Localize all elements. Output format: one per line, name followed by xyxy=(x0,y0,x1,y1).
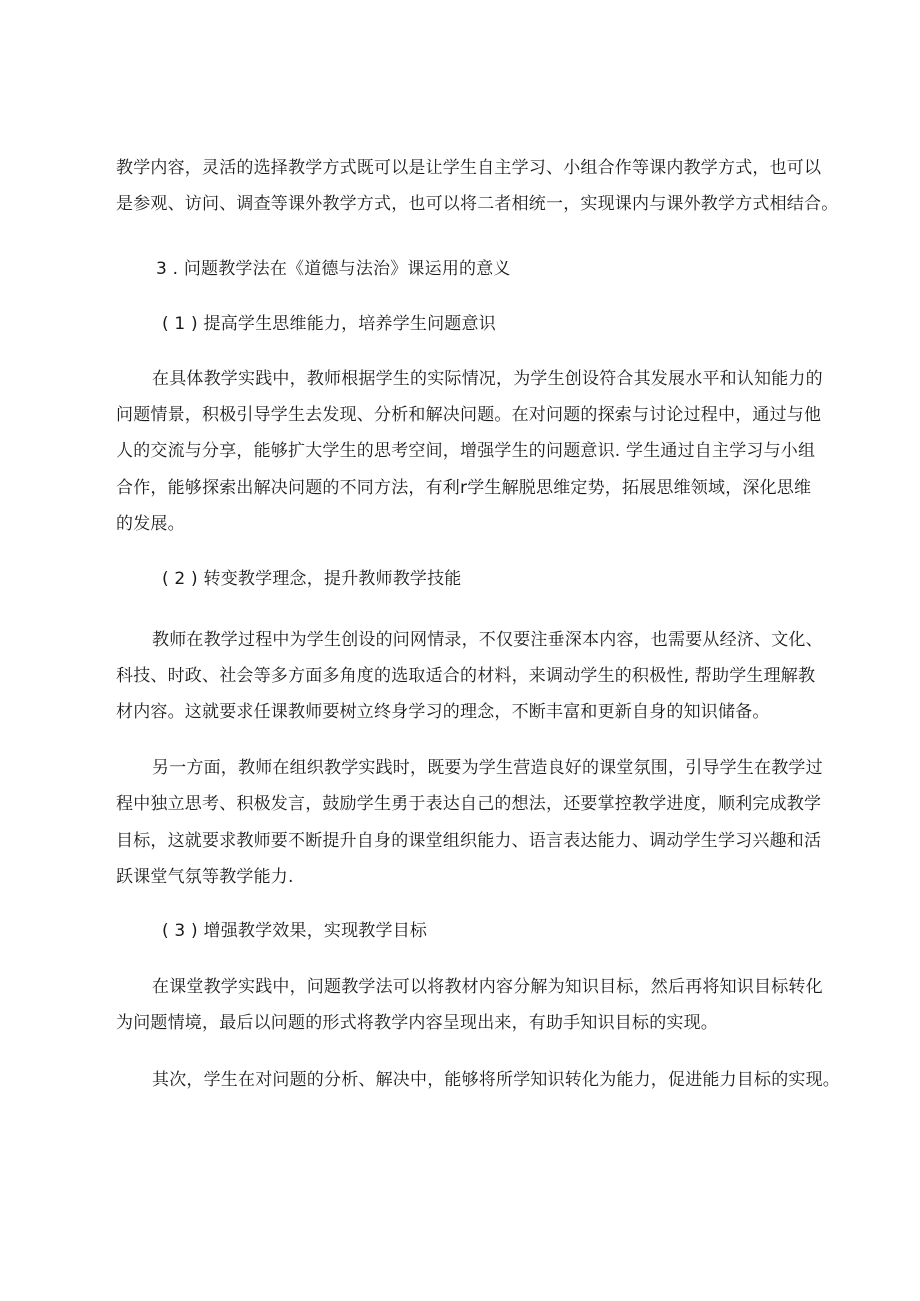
sub2-p1-line-2: 科技、时政、社会等多方面多角度的选取适合的材料，来调动学生的积极性, 帮助学生理解教 xyxy=(116,666,816,686)
sub1-line-5: 的发展。 xyxy=(116,514,185,534)
sub2-p2-line-4: 跃课堂气氛等教学能力. xyxy=(116,867,294,887)
sub3-p2-line-1: 其次，学生在对问题的分析、解决中，能够将所学知识转化为能力，促进能力目标的实现。 xyxy=(152,1070,840,1090)
sub2-p2-line-3: 目标，这就要求教师要不断提升自身的课堂组织能力、语言表达能力、调动学生学习兴趣和活 xyxy=(116,831,822,851)
sub2-p2-line-1: 另一方面，教师在组织教学实践时，既要为学生营造良好的课堂氛围，引导学生在教学过 xyxy=(152,758,823,778)
sub1-line-3: 人的交流与分享，能够扩大学生的思考空间，增强学生的问题意识. 学生通过自主学习与小组 xyxy=(116,441,816,461)
subsection-1-heading: ( 1 ) 提高学生思维能力，培养学生问题意识 xyxy=(162,314,496,334)
section-heading: 3 . 问题教学法在《道德与法治》课运用的意义 xyxy=(156,259,511,279)
sub2-p1-line-1: 教师在教学过程中为学生创设的问网情录，不仅要注垂深本内容，也需要从经济、文化、 xyxy=(152,630,823,650)
sub2-p2-line-2: 程中独立思考、积极发言，鼓励学生勇于表达自己的想法，还要掌控教学进度，顺利完成教学 xyxy=(116,794,822,814)
intro-line-2: 是参观、访问、调查等课外教学方式，也可以将二者相统一，实现课内与课外教学方式相结合。 xyxy=(116,194,839,214)
sub1-line-2: 问题情景，积极引导学生去发现、分析和解决问题。在对问题的探索与讨论过程中，通过与他 xyxy=(116,405,822,425)
subsection-3-heading: ( 3 ) 增强教学效果，实现教学目标 xyxy=(162,921,428,941)
sub1-line-4: 合作，能够探索出解决问题的不同方法，有利r学生解脱思维定势，拓展思维领域，深化思维 xyxy=(116,478,812,498)
intro-line-1: 教学内容，灵活的选择教学方式既可以是让学生自主学习、小组合作等课内教学方式，也可以 xyxy=(116,158,822,178)
sub3-p1-line-1: 在课堂教学实践中，问题教学法可以将教材内容分解为知识目标，然后再将知识目标转化 xyxy=(152,977,823,997)
sub1-line-1: 在具体教学实践中，教师根据学生的实际情况，为学生创设符合其发展水平和认知能力的 xyxy=(152,369,823,389)
sub3-p1-line-2: 为问题情境，最后以问题的形式将教学内容呈现出来，有助手知识目标的实现。 xyxy=(116,1013,718,1033)
subsection-2-heading: ( 2 ) 转变教学理念，提升教师教学技能 xyxy=(162,569,462,589)
sub2-p1-line-3: 材内容。这就要求任课教师要树立终身学习的理念，不断丰富和更新自身的知识储备。 xyxy=(116,702,770,722)
